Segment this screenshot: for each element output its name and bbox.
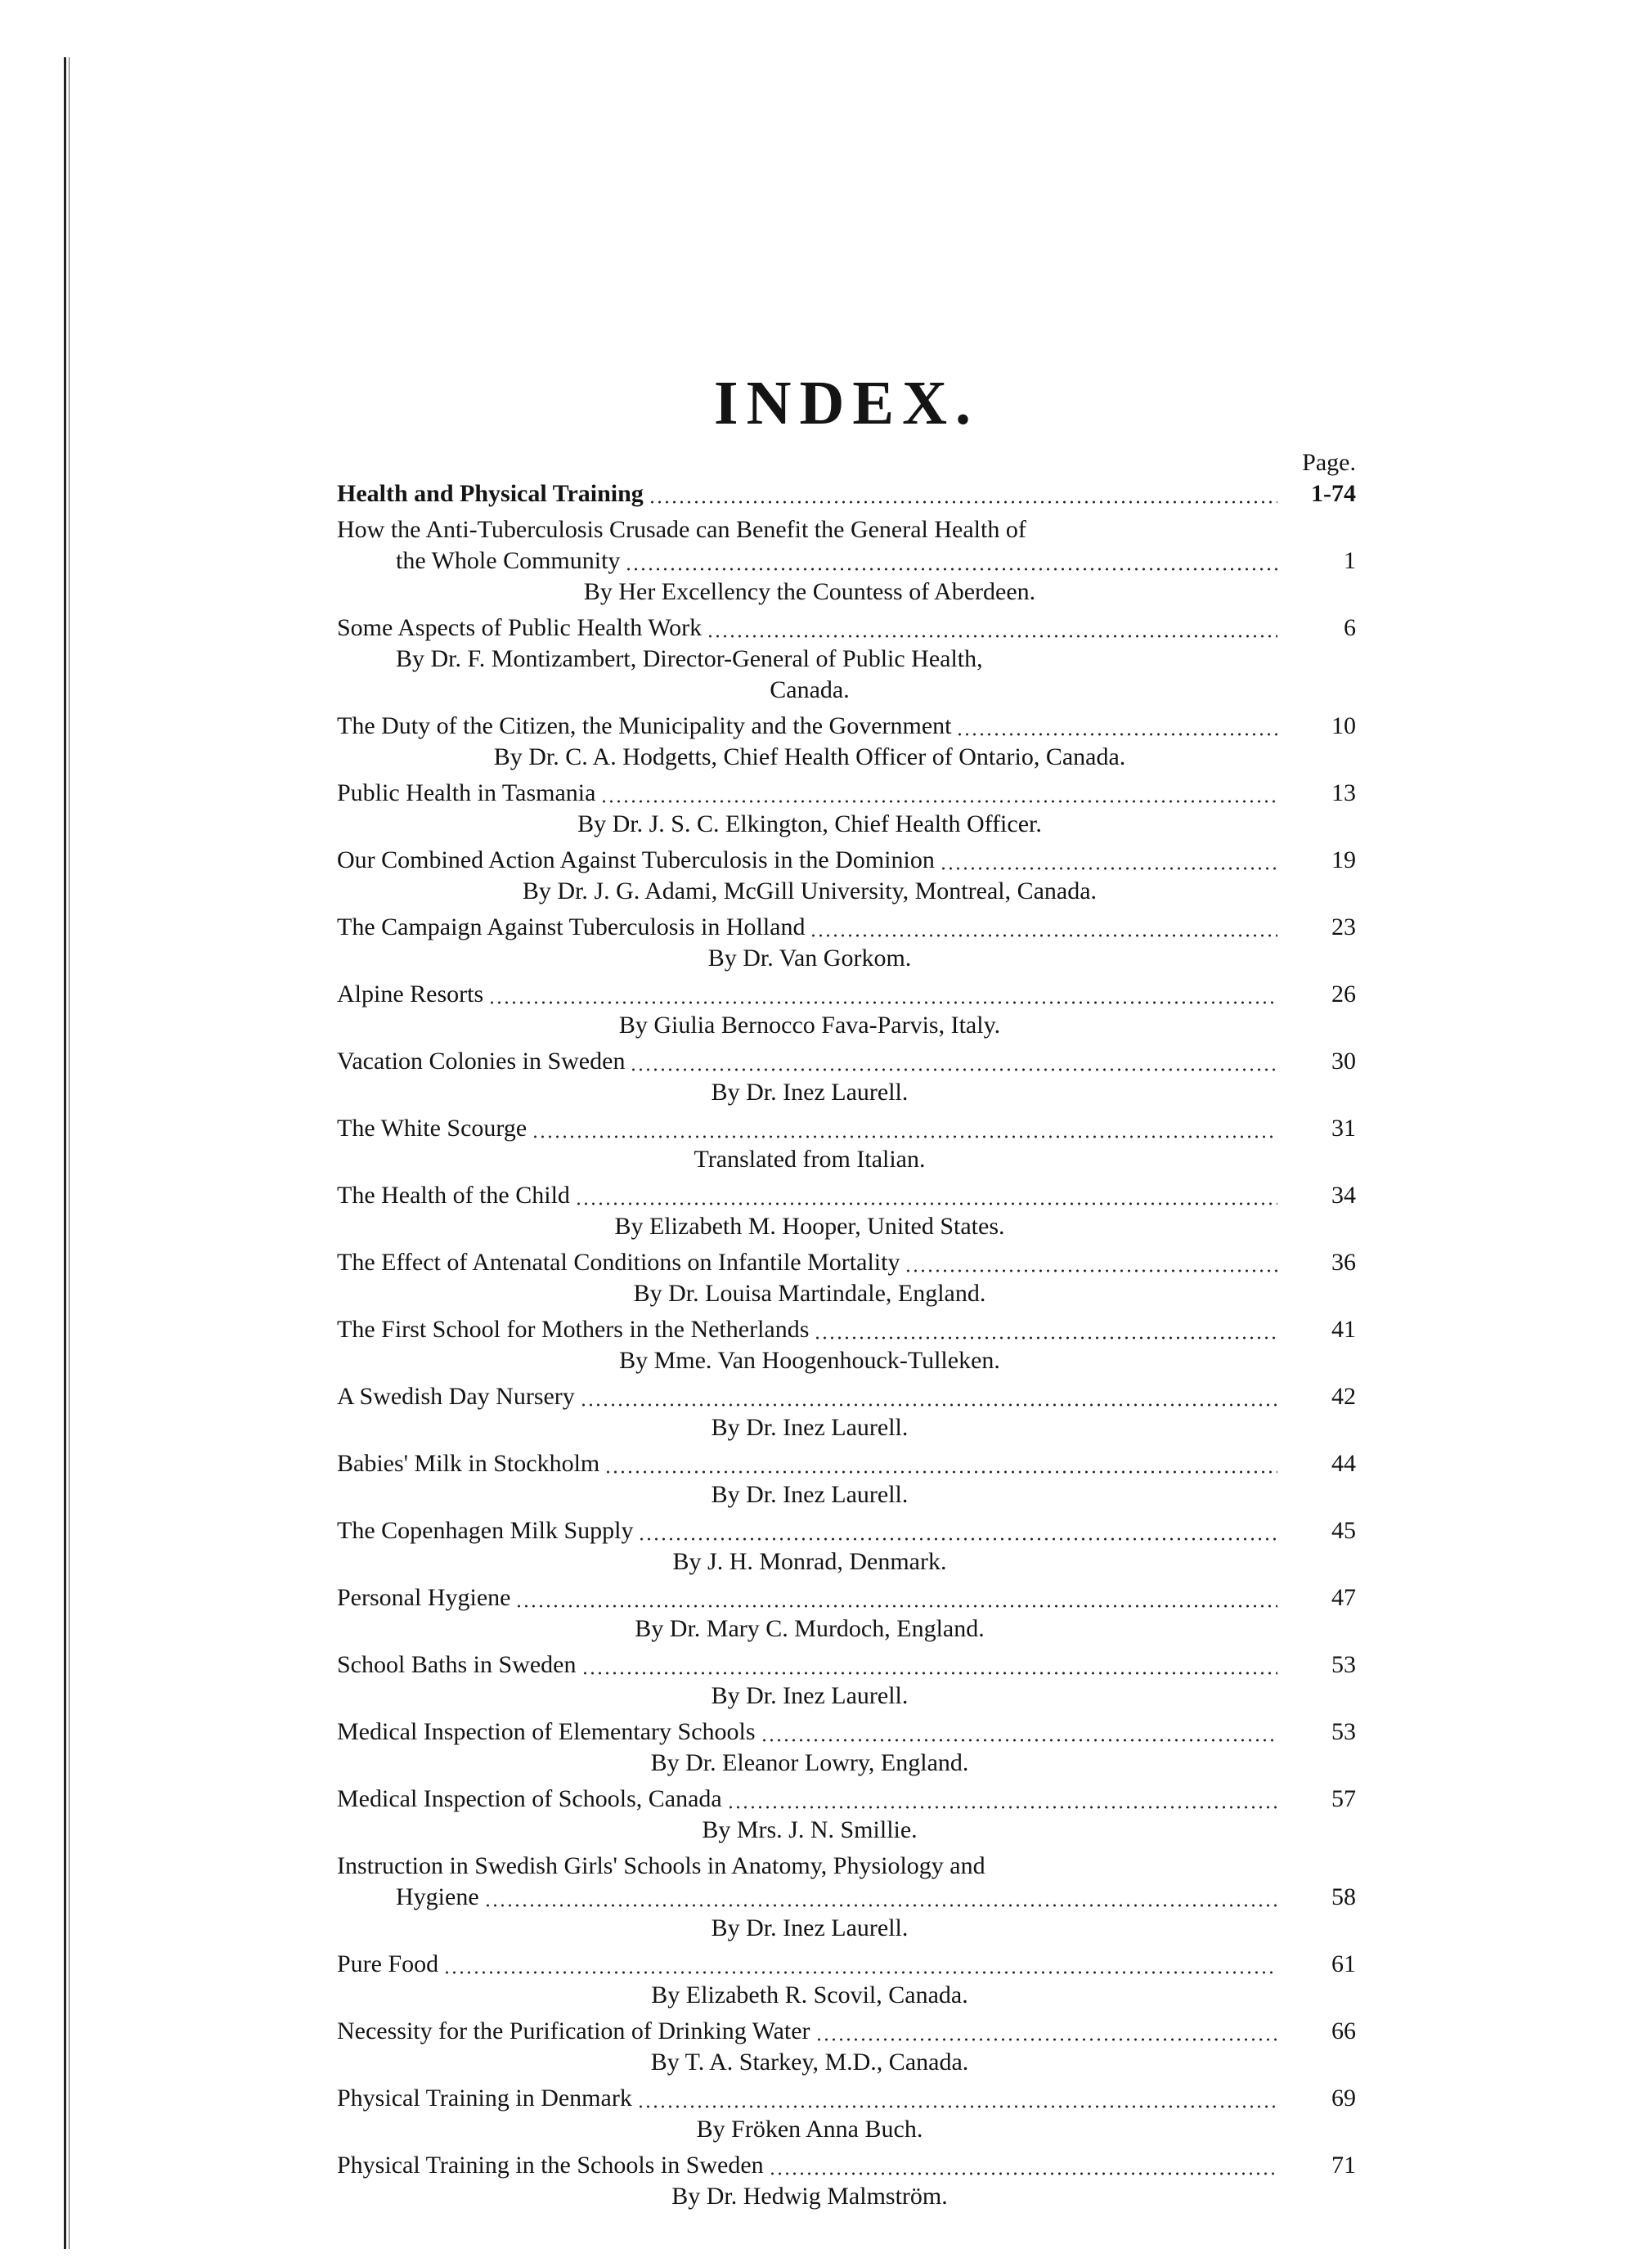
entry-page-number: 30	[1331, 1048, 1356, 1075]
dot-leader	[484, 1904, 1277, 1907]
entry-title: A Swedish Day Nursery	[337, 1383, 575, 1410]
entry-page-number: 57	[1331, 1785, 1356, 1812]
dot-leader	[600, 800, 1277, 803]
entry-title: The Campaign Against Tuberculosis in Holland	[337, 913, 806, 940]
entry-byline: By Dr. Eleanor Lowry, England.	[650, 1749, 969, 1776]
entry-title: Pure Food	[337, 1950, 439, 1977]
entry-page-number: 34	[1331, 1182, 1356, 1209]
dot-leader	[625, 568, 1277, 571]
entry-byline: By Giulia Bernocco Fava-Parvis, Italy.	[618, 1012, 1001, 1039]
entry-byline: By Dr. J. S. C. Elkington, Chief Health Officer.	[577, 810, 1042, 837]
entry-title: The Effect of Antenatal Conditions on Infantile Mortality	[337, 1249, 900, 1276]
index-entry	[337, 1649, 1356, 1712]
entry-page-number: 69	[1331, 2085, 1356, 2112]
entry-title: Physical Training in Denmark	[337, 2085, 632, 2112]
entry-title-line1: Instruction in Swedish Girls' Schools in Anatomy, Physiology and	[337, 1852, 985, 1879]
entry-byline: By Dr. C. A. Hodgetts, Chief Health Officer of Ontario, Canada.	[493, 743, 1126, 770]
entry-byline: By T. A. Starkey, M.D., Canada.	[650, 2049, 969, 2076]
dot-leader	[638, 1537, 1277, 1541]
entry-title: The Duty of the Citizen, the Municipality and the Government	[337, 712, 952, 739]
entry-title: Necessity for the Purification of Drinking Water	[337, 2017, 810, 2044]
index-entry	[337, 2150, 1356, 2212]
dot-leader	[630, 1068, 1277, 1071]
dot-leader	[637, 2105, 1277, 2108]
entry-byline: By Dr. Inez Laurell.	[711, 1914, 909, 1941]
entry-byline: By Elizabeth R. Scovil, Canada.	[651, 1981, 968, 2008]
entry-title: Medical Inspection of Elementary Schools	[337, 1718, 756, 1745]
index-entry	[337, 478, 1356, 509]
dot-leader	[515, 1604, 1277, 1608]
entry-byline: By Dr. Inez Laurell.	[711, 1414, 909, 1441]
entry-page-number: 19	[1331, 846, 1356, 873]
entry-title: The Health of the Child	[337, 1182, 570, 1209]
index-entry	[337, 845, 1356, 907]
index-entry	[337, 979, 1356, 1041]
entry-page-number: 66	[1331, 2017, 1356, 2044]
entry-title: the Whole Community	[396, 547, 621, 574]
entry-page-number: 10	[1331, 712, 1356, 739]
entry-byline: By Dr. Inez Laurell.	[711, 1079, 909, 1106]
entry-title: Health and Physical Training	[337, 480, 644, 507]
index-entry	[337, 2016, 1356, 2078]
entry-title: Hygiene	[396, 1883, 479, 1910]
entry-byline: By Dr. Van Gorkom.	[707, 945, 912, 972]
dot-leader	[580, 1403, 1277, 1407]
entry-page-number: 31	[1331, 1115, 1356, 1142]
dot-leader	[443, 1971, 1277, 1974]
page-title: INDEX.	[714, 369, 979, 438]
index-entry	[337, 1247, 1356, 1309]
index-entries-list	[337, 478, 1356, 2212]
entry-title: Our Combined Action Against Tuberculosis in the Dominion	[337, 846, 935, 873]
index-entry	[337, 613, 1356, 706]
index-entry	[337, 514, 1356, 608]
entry-byline: By Mrs. J. N. Smillie.	[702, 1816, 918, 1843]
entry-page-number: 71	[1331, 2152, 1356, 2179]
page-column-heading: Page.	[1302, 449, 1356, 476]
dot-leader	[814, 1336, 1277, 1340]
entry-byline: By Dr. Louisa Martindale, England.	[633, 1280, 986, 1307]
index-entry	[337, 1180, 1356, 1242]
index-entry	[337, 711, 1356, 773]
dot-leader	[905, 1269, 1277, 1272]
entry-title: The White Scourge	[337, 1115, 527, 1142]
entry-page-number: 58	[1331, 1883, 1356, 1910]
entry-page-number: 6	[1344, 614, 1356, 641]
entry-byline: By Dr. F. Montizambert, Director-General of Public Health,	[396, 645, 983, 672]
index-entry	[337, 1448, 1356, 1510]
entry-page-number: 23	[1331, 913, 1356, 940]
index-entry	[337, 2083, 1356, 2145]
dot-leader	[581, 1672, 1278, 1675]
entry-page-number: 61	[1331, 1950, 1356, 1977]
index-page	[337, 369, 1356, 2212]
entry-page-number: 41	[1331, 1316, 1356, 1343]
index-entry	[337, 1784, 1356, 1846]
entry-title: Babies' Milk in Stockholm	[337, 1450, 600, 1477]
dot-leader	[532, 1135, 1277, 1138]
index-entry	[337, 1314, 1356, 1376]
entry-page-number: 53	[1331, 1718, 1356, 1745]
dot-leader	[727, 1806, 1277, 1809]
entry-page-number: 42	[1331, 1383, 1356, 1410]
entry-byline: By Dr. Hedwig Malmström.	[671, 2183, 948, 2210]
entry-byline: By Elizabeth M. Hooper, United States.	[614, 1213, 1005, 1240]
page-binding-edge	[64, 57, 70, 2249]
index-entry	[337, 1515, 1356, 1578]
entry-byline: By J. H. Monrad, Denmark.	[672, 1548, 947, 1575]
index-entry	[337, 1113, 1356, 1175]
index-entry	[337, 1717, 1356, 1779]
entry-page-number: 26	[1331, 981, 1356, 1008]
entry-page-number: 1-74	[1311, 480, 1356, 507]
entry-byline: By Dr. Mary C. Murdoch, England.	[635, 1615, 985, 1642]
entry-title: The First School for Mothers in the Netherlands	[337, 1316, 810, 1343]
dot-leader	[810, 934, 1277, 937]
entry-byline: By Dr. Inez Laurell.	[711, 1682, 909, 1709]
index-entry	[337, 1949, 1356, 2011]
entry-title: Physical Training in the Schools in Sweden	[337, 2152, 764, 2179]
entry-byline: By Fröken Anna Buch.	[696, 2116, 923, 2143]
dot-leader	[815, 2038, 1277, 2041]
dot-leader	[769, 2172, 1277, 2175]
entry-page-number: 47	[1331, 1584, 1356, 1611]
entry-page-number: 44	[1331, 1450, 1356, 1477]
dot-leader	[649, 500, 1277, 504]
dot-leader	[761, 1739, 1277, 1742]
entry-title: Some Aspects of Public Health Work	[337, 614, 703, 641]
entry-title-line1: How the Anti-Tuberculosis Crusade can Benefit the General Health of	[337, 516, 1026, 543]
index-entry	[337, 912, 1356, 974]
entry-page-number: 36	[1331, 1249, 1356, 1276]
dot-leader	[604, 1470, 1277, 1474]
entry-title: Public Health in Tasmania	[337, 779, 596, 806]
dot-leader	[940, 867, 1277, 870]
index-entry	[337, 1582, 1356, 1645]
entry-byline: By Dr. J. G. Adami, McGill University, Montreal, Canada.	[522, 877, 1098, 904]
index-entry	[337, 1851, 1356, 1944]
entry-page-number: 53	[1331, 1651, 1356, 1678]
entry-byline: By Dr. Inez Laurell.	[711, 1481, 909, 1508]
entry-title: Personal Hygiene	[337, 1584, 511, 1611]
entry-byline: By Mme. Van Hoogenhouck-Tulleken.	[619, 1347, 1000, 1374]
entry-title: Medical Inspection of Schools, Canada	[337, 1785, 722, 1812]
entry-title: School Baths in Sweden	[337, 1651, 577, 1678]
entry-title: Vacation Colonies in Sweden	[337, 1048, 626, 1075]
dot-leader	[707, 635, 1277, 638]
dot-leader	[575, 1202, 1277, 1205]
dot-leader	[956, 733, 1277, 736]
entry-byline-continued: Canada.	[770, 676, 850, 703]
entry-page-number: 45	[1331, 1517, 1356, 1544]
entry-byline: Translated from Italian.	[694, 1146, 926, 1173]
entry-page-number: 1	[1344, 547, 1356, 574]
entry-byline: By Her Excellency the Countess of Aberdeen.	[583, 578, 1036, 605]
entry-title: The Copenhagen Milk Supply	[337, 1517, 634, 1544]
entry-title: Alpine Resorts	[337, 981, 484, 1008]
index-entry	[337, 778, 1356, 840]
index-entry	[337, 1046, 1356, 1108]
index-entry	[337, 1381, 1356, 1443]
dot-leader	[488, 1001, 1277, 1004]
entry-page-number: 13	[1331, 779, 1356, 806]
